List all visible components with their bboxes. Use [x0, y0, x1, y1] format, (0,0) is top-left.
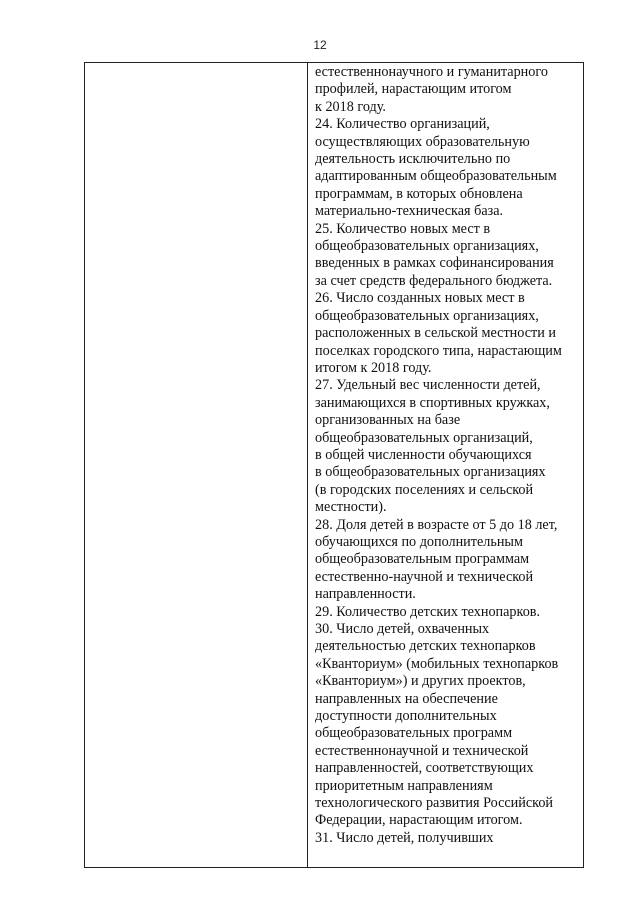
text-line: к 2018 году. [315, 98, 386, 115]
text-line: деятельностью детских технопарков [315, 638, 536, 655]
text-line: естественно-научной и технической [315, 568, 534, 585]
text-line: 29. Количество детских технопарков. [315, 603, 541, 620]
text-line: «Кванториум») и других проектов, [315, 673, 526, 690]
text-line: Федерации, нарастающим итогом. [315, 812, 523, 829]
text-line: направленных на обеспечение [315, 690, 498, 707]
text-line: 27. Удельный вес численности детей, [315, 377, 541, 394]
text-line: 24. Количество организаций, [315, 116, 490, 133]
text-line: введенных в рамках софинансирования [315, 255, 554, 272]
text-line: поселках городского типа, нарастающим [315, 342, 562, 359]
text-line: местности). [315, 499, 387, 516]
text-line: (в городских поселениях и сельской [315, 481, 534, 498]
text-line: направленности. [315, 586, 416, 603]
text-line: 26. Число созданных новых мест в [315, 290, 525, 307]
text-line: приоритетным направлениям [315, 777, 493, 794]
text-line: в общеобразовательных организациях [315, 464, 546, 481]
text-line: итогом к 2018 году. [315, 359, 432, 376]
table-right-column [308, 63, 583, 867]
text-line: деятельность исключительно по [315, 151, 511, 168]
text-line: обучающихся по дополнительным [315, 533, 523, 550]
text-line: 25. Количество новых мест в [315, 220, 491, 237]
text-line: направленностей, соответствующих [315, 760, 534, 777]
text-line: организованных на базе [315, 412, 461, 429]
text-line: расположенных в сельской местности и [315, 325, 556, 342]
text-line: адаптированным общеобразовательным [315, 168, 557, 185]
text-line: общеобразовательных организациях, [315, 307, 539, 324]
text-line: естественнонаучной и технической [315, 742, 529, 759]
text-line: доступности дополнительных [315, 708, 497, 725]
text-line: профилей, нарастающим итогом [315, 81, 512, 98]
text-line: 30. Число детей, охваченных [315, 621, 490, 637]
text-line: общеобразовательных программ [315, 725, 513, 742]
text-line: технологического развития Российской [315, 795, 554, 812]
text-line: естественнонаучного и гуманитарного [315, 64, 548, 80]
document-table [84, 62, 584, 868]
text-line: 31. Число детей, получивших [315, 829, 494, 846]
text-line: «Кванториум» (мобильных технопарков [315, 655, 559, 672]
text-line: осуществляющих образовательную [315, 133, 530, 150]
text-line: общеобразовательным программам [315, 551, 530, 568]
table-left-column [85, 63, 308, 867]
text-line: занимающихся в спортивных кружках, [315, 394, 550, 411]
text-line: 28. Доля детей в возрасте от 5 до 18 лет, [315, 516, 558, 533]
text-line: общеобразовательных организаций, [315, 429, 533, 446]
text-line: материально-техническая база. [315, 203, 504, 220]
text-line: программам, в которых обновлена [315, 185, 523, 202]
text-line: общеобразовательных организациях, [315, 238, 539, 255]
text-line: в общей численности обучающихся [315, 446, 532, 463]
text-line: за счет средств федерального бюджета. [315, 272, 553, 289]
page-number: 12 [313, 38, 327, 52]
